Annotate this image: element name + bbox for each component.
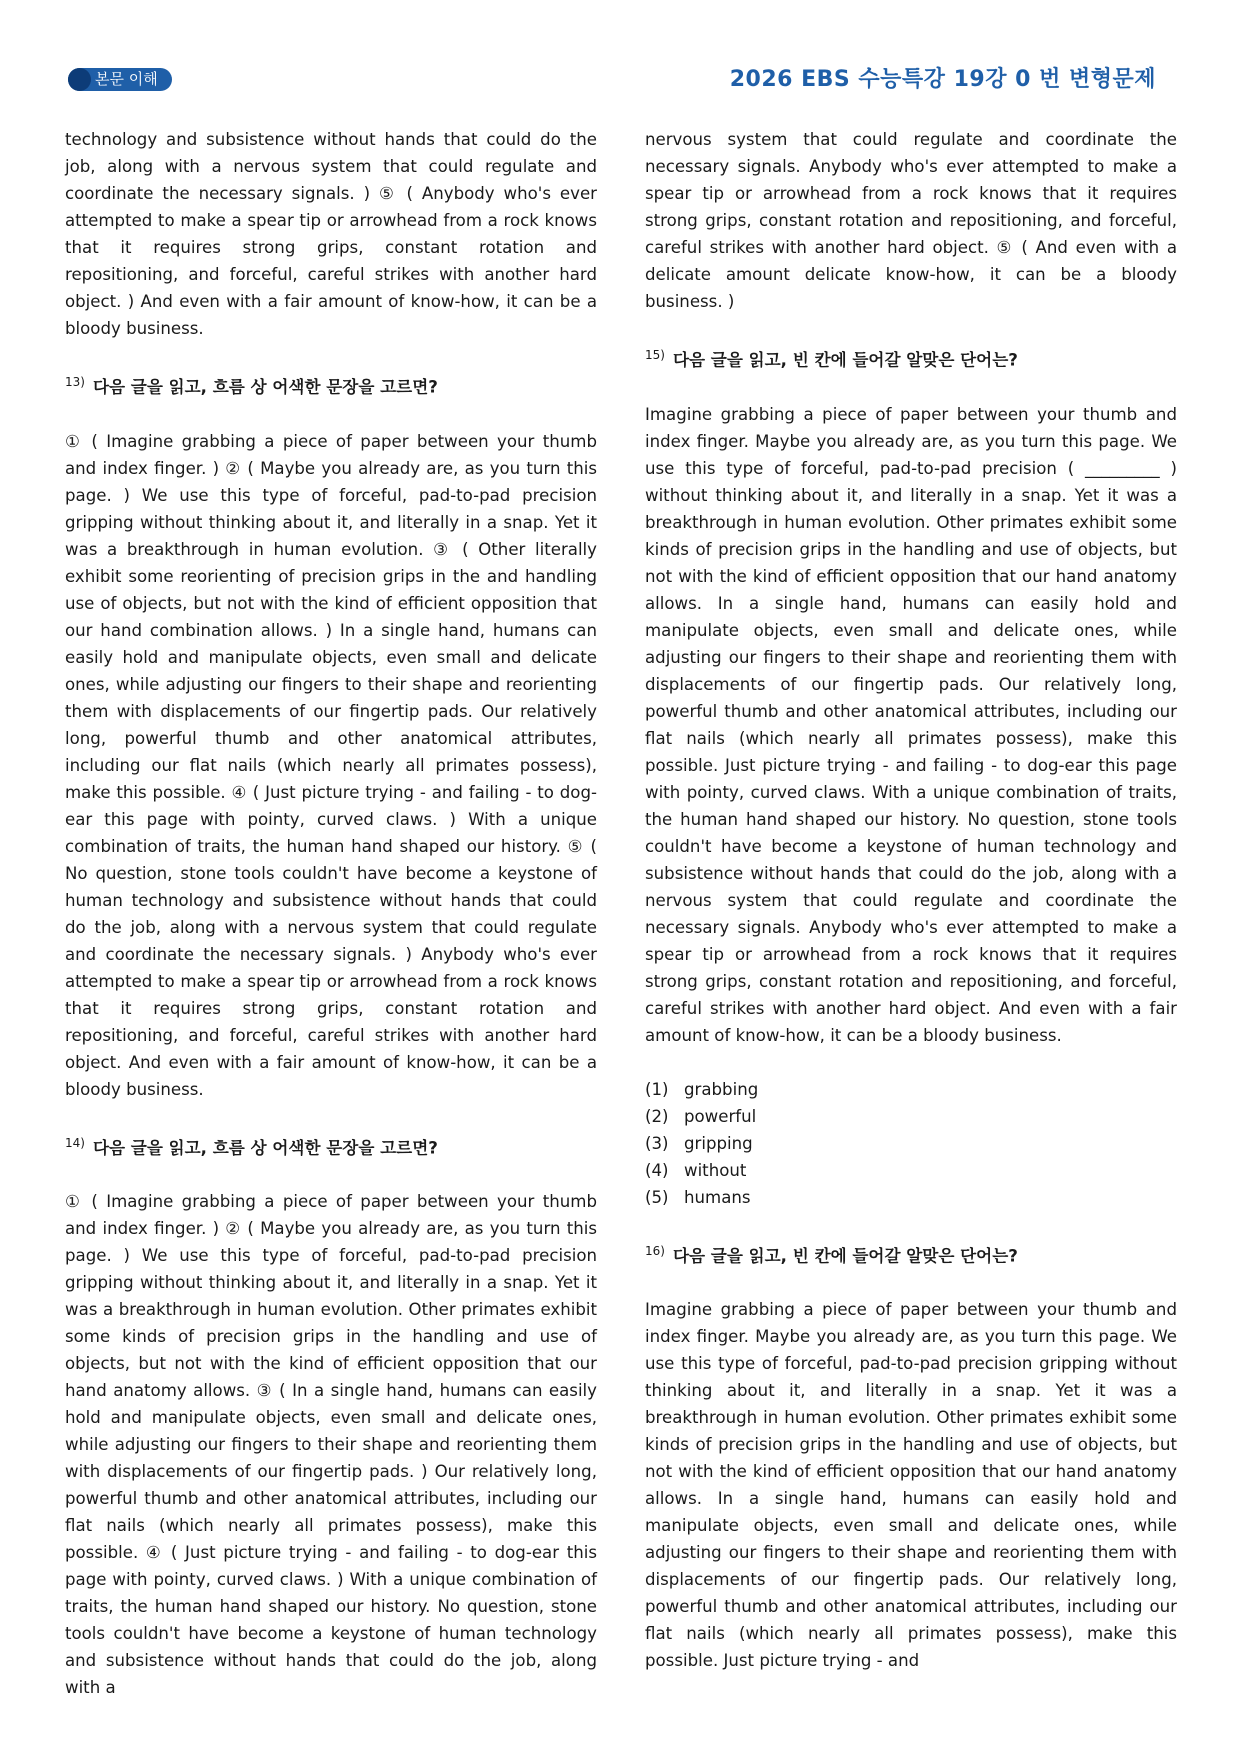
option-item <box>645 1130 1177 1157</box>
option-text: powerful <box>684 1106 757 1126</box>
page-title: 2026 EBS 수능특강 19강 0 번 변형문제 <box>729 67 1156 92</box>
option-number: (5) <box>645 1187 669 1207</box>
question-15 <box>645 342 1177 374</box>
question-15-options <box>645 1076 1177 1211</box>
question-prompt: 다음 글을 읽고, 빈 칸에 들어갈 알맞은 단어는? <box>672 1246 1018 1266</box>
left-column <box>65 126 597 1701</box>
option-number: (4) <box>645 1160 669 1180</box>
passage-continued: nervous system that could regulate and coordinate the necessary signals. Anybody who's ever attempted to make a spear tip or arrowhead from a rock knows that it requires strong grips, constant rotation and repositioning, and forceful, careful strikes with another hard object. ⑤ ( And even with a delicate amount delicate know-how, it can be a bloody business. ) <box>645 130 1177 311</box>
option-number: (3) <box>645 1133 669 1153</box>
question-14-passage: ① ( Imagine grabbing a piece of paper between your thumb and index finger. ) ② ( Maybe you already are, as you turn this page. ) We use this type of forceful, pad-to-pad precision gripping without thinking about it, and literally in a snap. Yet it was a breakthrough in human evolution. Other primates exhibit some kinds of precision grips in the handling and use of objects, but not with the kind of efficient opposition that our hand anatomy allows. ③ ( In a single hand, humans can easily hold and manipulate objects, even small and delicate ones, while adjusting our fingers to their shape and reorienting them with displacements of our fingertip pads. ) Our relatively long, powerful thumb and other anatomical attributes, including our flat nails (which nearly all primates possess), make this possible. ④ ( Just picture trying - and failing - to dog-ear this page with pointy, curved claws. ) With a unique combination of traits, the human hand shaped our history. No question, stone tools couldn't have become a keystone of human technology and subsistence without hands that could do the job, along with a <box>65 1192 597 1698</box>
section-badge <box>68 68 172 91</box>
question-number: 13) <box>65 375 85 389</box>
question-number: 16) <box>645 1243 665 1258</box>
option-item <box>645 1184 1177 1211</box>
question-number: 15) <box>645 348 665 362</box>
badge-circle-icon <box>68 68 91 91</box>
question-prompt: 다음 글을 읽고, 흐름 상 어색한 문장을 고르면? <box>92 1138 438 1158</box>
option-item <box>645 1103 1177 1130</box>
question-14 <box>65 1130 597 1162</box>
option-item <box>645 1076 1177 1103</box>
option-text: grabbing <box>684 1079 759 1099</box>
question-prompt: 다음 글을 읽고, 흐름 상 어색한 문장을 고르면? <box>92 377 438 397</box>
question-number: 14) <box>65 1135 85 1150</box>
option-item <box>645 1157 1177 1184</box>
question-15-passage: Imagine grabbing a piece of paper between your thumb and index finger. Maybe you already are, as you turn this page. We use this type of forceful, pad-to-pad precision ( _________ ) without thinking about it, and literally in a snap. Yet it was a breakthrough in human evolution. Other primates exhibit some kinds of precision grips in the handling and use of objects, but not with the kind of efficient opposition that our hand anatomy allows. In a single hand, humans can easily hold and manipulate objects, even small and delicate ones, while adjusting our fingers to their shape and reorienting them with displacements of our fingertip pads. Our relatively long, powerful thumb and other anatomical attributes, including our flat nails (which nearly all primates possess), make this possible. Just picture trying - and failing - to dog-ear this page with pointy, curved claws. With a unique combination of traits, the human hand shaped our history. No question, stone tools couldn't have become a keystone of human technology and subsistence without hands that could do the job, along with a nervous system that could regulate and coordinate the necessary signals. Anybody who's ever attempted to make a spear tip or arrowhead from a rock knows that it requires strong grips, constant rotation and repositioning, and forceful, careful strikes with another hard object. And even with a fair amount of know-how, it can be a bloody business. <box>645 404 1177 1045</box>
question-prompt: 다음 글을 읽고, 빈 칸에 들어갈 알맞은 단어는? <box>672 350 1018 370</box>
option-text: gripping <box>684 1133 753 1153</box>
right-column <box>645 126 1177 1674</box>
page-header <box>0 0 1240 110</box>
question-13 <box>65 369 597 401</box>
section-badge-label: 본문 이해 <box>95 70 158 88</box>
question-13-passage: ① ( Imagine grabbing a piece of paper between your thumb and index finger. ) ② ( Maybe you already are, as you turn this page. ) We use this type of forceful, pad-to-pad precision gripping without thinking about it, and literally in a snap. Yet it was a breakthrough in human evolution. ③ ( Other literally exhibit some reorienting of precision grips in the and handling use of objects, but not with the kind of efficient opposition that our hand combination allows. ) In a single hand, humans can easily hold and manipulate objects, even small and delicate ones, while adjusting our fingers to their shape and reorienting them with displacements of our fingertip pads. Our relatively long, powerful thumb and other anatomical attributes, including our flat nails (which nearly all primates possess), make this possible. ④ ( Just picture trying - and failing - to dog-ear this page with pointy, curved claws. ) With a unique combination of traits, the human hand shaped our history. ⑤ ( No question, stone tools couldn't have become a keystone of human technology and subsistence without hands that could do the job, along with a nervous system that could regulate and coordinate the necessary signals. ) Anybody who's ever attempted to make a spear tip or arrowhead from a rock knows that it requires strong grips, constant rotation and repositioning, and forceful, careful strikes with another hard object. And even with a fair amount of know-how, it can be a bloody business. <box>65 431 597 1099</box>
option-text: without <box>684 1160 747 1180</box>
option-number: (1) <box>645 1079 669 1099</box>
question-16-passage: Imagine grabbing a piece of paper between your thumb and index finger. Maybe you already are, as you turn this page. We use this type of forceful, pad-to-pad precision gripping without thinking about it, and literally in a snap. Yet it was a breakthrough in human evolution. Other primates exhibit some kinds of precision grips in the handling and use of objects, but not with the kind of efficient opposition that our hand anatomy allows. In a single hand, humans can easily hold and manipulate objects, even small and delicate ones, while adjusting our fingers to their shape and reorienting them with displacements of our fingertip pads. Our relatively long, powerful thumb and other anatomical attributes, including our flat nails (which nearly all primates possess), make this possible. Just picture trying - and <box>645 1300 1177 1671</box>
question-16 <box>645 1238 1177 1270</box>
option-number: (2) <box>645 1106 669 1126</box>
passage-continued: technology and subsistence without hands that could do the job, along with a nervous system that could regulate and coordinate the necessary signals. ) ⑤ ( Anybody who's ever attempted to make a spear tip or arrowhead from a rock knows that it requires strong grips, constant rotation and repositioning, and forceful, careful strikes with another hard object. ) And even with a fair amount of know-how, it can be a bloody business. <box>65 130 597 338</box>
option-text: humans <box>684 1187 751 1207</box>
